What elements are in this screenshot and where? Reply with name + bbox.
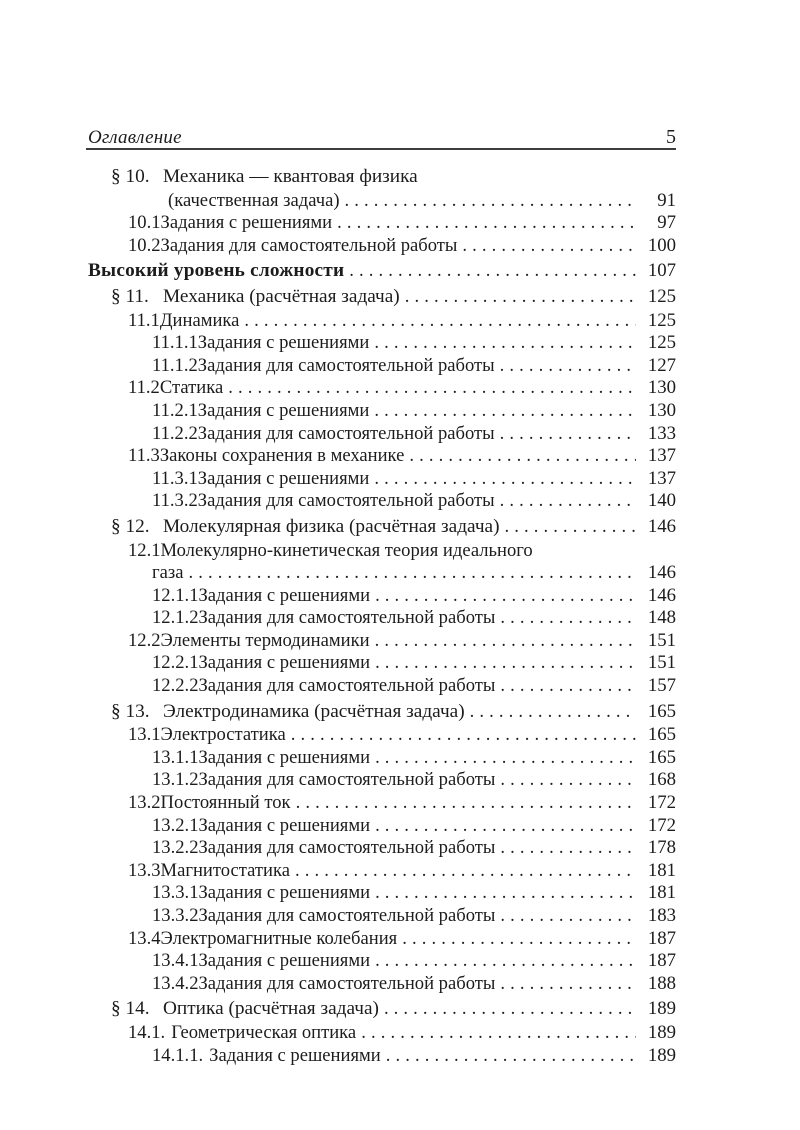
entry-number: 12.2.1 — [152, 652, 199, 674]
entry-page-number: 148 — [647, 607, 676, 629]
entry-page-number: 100 — [647, 234, 676, 256]
dot-leader — [386, 1045, 636, 1068]
toc-entry — [88, 882, 676, 905]
entry-title: Постоянный ток — [160, 792, 291, 814]
entry-title: Задания с решениями — [198, 652, 371, 674]
entry-title: Высокий уровень сложности — [88, 260, 345, 282]
toc-entry — [88, 1022, 676, 1045]
dot-leader — [500, 607, 636, 630]
entry-number: 12.2 — [128, 629, 161, 651]
dot-leader — [500, 355, 636, 378]
entry-page-number: 146 — [647, 562, 676, 584]
entry-number: 14.1.1. — [152, 1044, 204, 1066]
entry-number: 10.2 — [128, 234, 161, 256]
dot-leader — [500, 490, 636, 513]
entry-page-number: 181 — [647, 882, 676, 904]
dot-leader — [374, 332, 636, 355]
entry-page-number: 187 — [647, 950, 676, 972]
entry-title: газа — [152, 562, 184, 584]
entry-page-number: 125 — [647, 309, 676, 331]
entry-title: Задания для самостоятельной работы — [160, 234, 458, 256]
entry-page-number: 91 — [657, 189, 676, 211]
entry-page-number: 172 — [647, 814, 676, 836]
entry-number: 11.1 — [128, 309, 160, 331]
entry-title: Оптика (расчётная задача) — [163, 998, 379, 1020]
entry-title: Задания с решениями — [198, 814, 371, 836]
entry-number: 13.3 — [128, 859, 161, 881]
entry-title: Динамика — [159, 309, 240, 331]
entry-number: 13.4 — [128, 927, 161, 949]
page-header — [88, 126, 676, 149]
page-number: 5 — [666, 126, 676, 148]
entry-number: 11.2 — [128, 377, 160, 399]
dot-leader — [500, 675, 636, 698]
toc-entry — [88, 260, 676, 283]
entry-page-number: 146 — [647, 584, 676, 606]
toc-entry — [88, 701, 676, 724]
entry-page-number: 189 — [647, 1044, 676, 1066]
toc-entry — [88, 540, 676, 563]
toc-entry — [88, 905, 676, 928]
entry-number: § 10. — [111, 166, 150, 187]
entry-title: Задания с решениями — [209, 1044, 381, 1066]
entry-title: Задания для самостоятельной работы — [198, 972, 496, 994]
toc-entry — [88, 212, 676, 235]
toc-entry — [88, 332, 676, 355]
entry-page-number: 137 — [647, 467, 676, 489]
entry-title: Задания с решениями — [198, 950, 371, 972]
entry-number: 14.1. — [128, 1021, 166, 1043]
entry-number: 11.2.2 — [152, 422, 198, 444]
dot-leader — [228, 377, 636, 400]
dot-leader — [500, 905, 636, 928]
toc-entry — [88, 837, 676, 860]
entry-number: 13.1 — [128, 724, 161, 746]
toc-entry — [88, 310, 676, 333]
entry-title: Молекулярная физика (расчётная задача) — [163, 515, 500, 537]
entry-page-number: 188 — [647, 972, 676, 994]
entry-title: Задания с решениями — [197, 332, 370, 354]
dot-leader — [402, 928, 636, 951]
entry-title: Задания с решениями — [198, 584, 371, 606]
entry-title: Задания для самостоятельной работы — [198, 905, 496, 926]
entry-page-number: 165 — [647, 700, 676, 722]
entry-number: 10.1 — [128, 212, 161, 234]
entry-page-number: 137 — [647, 445, 676, 467]
entry-number: § 11. — [111, 285, 149, 307]
toc-entry — [88, 928, 676, 951]
entry-page-number: 183 — [647, 905, 676, 926]
dot-leader — [375, 950, 636, 973]
entry-page-number: 151 — [647, 652, 676, 674]
dot-leader — [500, 973, 636, 996]
toc-entry — [88, 724, 676, 747]
toc-entry — [88, 630, 676, 653]
dot-leader — [384, 998, 636, 1021]
entry-page-number: 172 — [647, 792, 676, 814]
entry-title: Законы сохранения в механике — [159, 445, 405, 467]
dot-leader — [295, 860, 636, 883]
header-rule — [86, 148, 676, 150]
dot-leader — [244, 310, 636, 333]
entry-page-number: 125 — [647, 285, 676, 307]
entry-number: § 12. — [111, 515, 150, 537]
dot-leader — [349, 260, 636, 283]
toc-entry — [88, 490, 676, 513]
dot-leader — [375, 585, 636, 608]
entry-title: Задания для самостоятельной работы — [198, 769, 496, 791]
toc-entry — [88, 286, 676, 309]
toc-entry — [88, 652, 676, 675]
dot-leader — [500, 769, 636, 792]
entry-page-number: 165 — [647, 746, 676, 768]
toc-entry — [88, 445, 676, 468]
entry-page-number: 181 — [647, 859, 676, 881]
entry-page-number: 146 — [647, 515, 676, 537]
entry-title: Магнитостатика — [160, 859, 290, 881]
entry-number: 11.1.2 — [152, 354, 198, 376]
dot-leader — [291, 724, 636, 747]
entry-title: Задания для самостоятельной работы — [197, 354, 495, 376]
dot-leader — [462, 235, 636, 258]
dot-leader — [409, 445, 636, 468]
dot-leader — [375, 652, 636, 675]
dot-leader — [296, 792, 636, 815]
toc-entry — [88, 468, 676, 491]
entry-title: Геометрическая оптика — [171, 1021, 357, 1043]
dot-leader — [188, 562, 636, 585]
entry-title: Задания для самостоятельной работы — [197, 422, 495, 444]
dot-leader — [470, 701, 636, 724]
toc-entry — [88, 235, 676, 258]
dot-leader — [374, 468, 636, 491]
toc-entry — [88, 675, 676, 698]
entry-number: 13.4.2 — [152, 972, 199, 994]
entry-title: Механика (расчётная задача) — [163, 285, 400, 307]
entry-page-number: 168 — [647, 769, 676, 791]
entry-title: (качественная задача) — [168, 189, 340, 211]
entry-title: Задания для самостоятельной работы — [198, 675, 496, 697]
entry-page-number: 187 — [647, 927, 676, 949]
entry-number: 11.3.2 — [152, 490, 198, 512]
entry-page-number: 130 — [647, 377, 676, 399]
entry-page-number: 157 — [647, 675, 676, 697]
entry-number: 13.3.1 — [152, 882, 199, 904]
entry-title: Задания для самостоятельной работы — [198, 607, 496, 629]
dot-leader — [500, 837, 636, 860]
entry-page-number: 165 — [647, 724, 676, 746]
entry-number: 12.1.1 — [152, 584, 199, 606]
toc-entry — [88, 747, 676, 770]
toc-entry — [88, 792, 676, 815]
entry-page-number: 130 — [647, 399, 676, 421]
entry-title: Задания с решениями — [198, 882, 371, 904]
entry-title: Электромагнитные колебания — [160, 927, 398, 949]
entry-title: Элементы термодинамики — [160, 629, 370, 651]
entry-page-number: 133 — [647, 422, 676, 444]
toc-entry — [88, 998, 676, 1021]
entry-page-number: 107 — [647, 260, 676, 282]
dot-leader — [375, 630, 636, 653]
entry-number: § 13. — [111, 700, 150, 722]
toc-entry — [88, 973, 676, 996]
toc-entry — [88, 166, 676, 189]
dot-leader — [345, 190, 636, 213]
toc-entry — [88, 950, 676, 973]
entry-page-number: 125 — [647, 332, 676, 354]
entry-title: Задания для самостоятельной работы — [197, 490, 495, 512]
entry-number: 13.1.2 — [152, 769, 199, 791]
entry-number: 13.3.2 — [152, 905, 199, 926]
entry-number: 11.1.1 — [152, 332, 198, 354]
entry-title: Задания с решениями — [160, 212, 333, 234]
entry-number: 11.2.1 — [152, 399, 198, 421]
entry-page-number: 97 — [657, 212, 676, 234]
toc-entry — [88, 423, 676, 446]
entry-number: 13.2 — [128, 792, 161, 814]
toc-entry — [88, 607, 676, 630]
entry-title: Задания с решениями — [197, 399, 370, 421]
dot-leader — [337, 212, 636, 235]
entry-page-number: 140 — [647, 490, 676, 512]
entry-page-number: 189 — [647, 1021, 676, 1043]
toc-entry — [88, 815, 676, 838]
toc-entry — [88, 377, 676, 400]
dot-leader — [375, 882, 636, 905]
toc-entry — [88, 355, 676, 378]
toc-entry — [88, 190, 676, 213]
entry-number: 13.4.1 — [152, 950, 199, 972]
running-head-title: Оглавление — [88, 127, 182, 148]
entry-number: 12.2.2 — [152, 675, 199, 697]
entry-number: 11.3 — [128, 445, 160, 467]
toc-entry — [88, 400, 676, 423]
entry-number: 12.1.2 — [152, 607, 199, 629]
entry-number: § 14. — [111, 998, 150, 1020]
entry-number: 12.1 — [128, 539, 161, 561]
entry-page-number: 178 — [647, 837, 676, 859]
toc-entry — [88, 769, 676, 792]
dot-leader — [505, 516, 637, 539]
table-of-contents — [88, 163, 676, 1067]
dot-leader — [374, 400, 636, 423]
entry-page-number: 127 — [647, 354, 676, 376]
entry-number: 11.3.1 — [152, 467, 198, 489]
entry-title: Молекулярно-кинетическая теория идеального — [160, 539, 533, 561]
entry-title: Статика — [159, 377, 224, 399]
toc-entry — [88, 585, 676, 608]
entry-page-number: 189 — [647, 998, 676, 1020]
entry-title: Задания с решениями — [198, 746, 371, 768]
entry-number: 13.2.2 — [152, 837, 199, 859]
entry-title: Задания для самостоятельной работы — [198, 837, 496, 859]
dot-leader — [375, 747, 636, 770]
entry-page-number: 151 — [647, 629, 676, 651]
entry-title: Электродинамика (расчётная задача) — [163, 700, 465, 722]
dot-leader — [375, 815, 636, 838]
entry-title: Задания с решениями — [197, 467, 370, 489]
toc-entry — [88, 1045, 676, 1068]
toc-entry — [88, 562, 676, 585]
dot-leader — [500, 423, 636, 446]
dot-leader — [361, 1022, 636, 1045]
toc-entry — [88, 860, 676, 883]
dot-leader — [405, 286, 636, 309]
toc-entry — [88, 516, 676, 539]
entry-number: 13.2.1 — [152, 814, 199, 836]
entry-title: Электростатика — [160, 724, 286, 746]
entry-title: Механика — квантовая физика — [163, 166, 418, 187]
entry-number: 13.1.1 — [152, 746, 199, 768]
